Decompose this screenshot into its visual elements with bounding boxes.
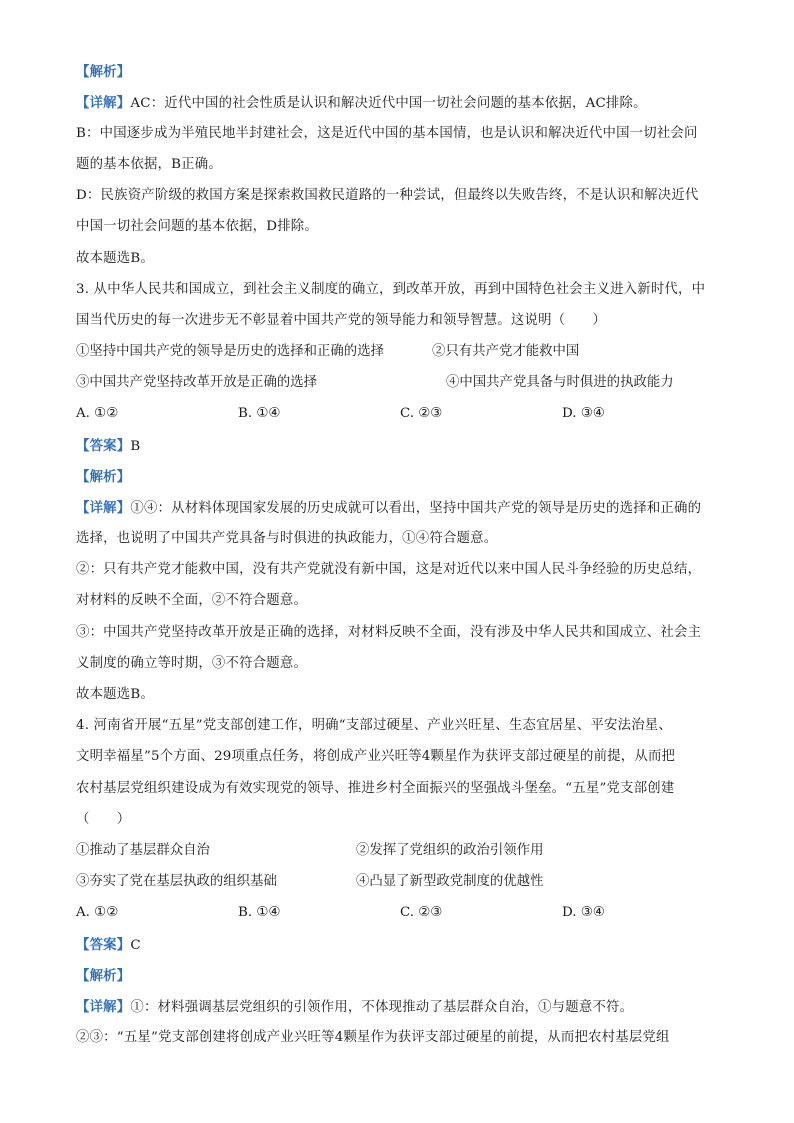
statement-1: ①坚持中国共产党的领导是历史的选择和正确的选择: [76, 344, 384, 359]
explanation-line: 选择，也说明了中国共产党具备与时俱进的执政能力，①④符合题意。: [76, 531, 498, 546]
explanation-line: D：民族资产阶级的救国方案是探索救国救民道路的一种尝试，但最终以失败告终，不是认识和解决近代: [76, 188, 699, 203]
statement-4: ④凸显了新型政党制度的优越性: [356, 874, 544, 889]
analysis-label: 【解析】: [76, 968, 131, 984]
explanation-line: 义制度的确立等时期，③不符合题意。: [76, 656, 308, 671]
analysis-label: 【解析】: [76, 64, 131, 80]
detail-label: 【详解】: [76, 999, 131, 1015]
answer: [76, 436, 140, 457]
detail-paragraph: [76, 498, 701, 519]
explanation-line: ②③：“五星”党支部创建将创成产业兴旺等4颗星作为获评支部过硬星的前提，从而把农村基层党组: [76, 1030, 670, 1045]
option-b: B. ①④: [238, 406, 281, 421]
option-a: A. ①②: [76, 905, 119, 920]
statement-3: ③夯实了党在基层执政的组织基础: [76, 874, 277, 889]
statement-2: ②发挥了党组织的政治引领作用: [356, 843, 544, 858]
conclusion: 故本题选B。: [76, 687, 154, 702]
statement-4: ④中国共产党具备与时俱进的执政能力: [446, 375, 674, 390]
answer-label: 【答案】: [76, 438, 131, 454]
question-4-stem: 农村基层党组织建设成为有效实现党的领导、推进乡村全面振兴的坚强战斗堡垒。“五星”党支部创建: [76, 781, 675, 796]
statement-3: ③中国共产党坚持改革开放是正确的选择: [76, 375, 318, 390]
question-4-stem: 文明幸福星”5个方面、29项重点任务，将创成产业兴旺等4颗星作为获评支部过硬星的前提，从而把: [76, 749, 676, 764]
statement-1: ①推动了基层群众自治: [76, 843, 210, 858]
detail-label: 【详解】: [76, 500, 131, 516]
option-d: D. ③④: [562, 406, 605, 421]
option-a: A. ①②: [76, 406, 119, 421]
answer-value: C: [130, 938, 141, 953]
detail-label: 【详解】: [76, 95, 131, 111]
explanation-line: B：中国逐步成为半殖民地半封建社会，这是近代中国的基本国情，也是认识和解决近代中国一切社会问: [76, 126, 698, 141]
detail-paragraph: [76, 93, 647, 114]
option-d: D. ③④: [562, 905, 605, 920]
question-3-stem: 3. 从中华人民共和国成立，到社会主义制度的确立，到改革开放，再到中国特色社会主义进入新时代，中: [76, 282, 706, 297]
statement-2: ②只有共产党才能救中国: [432, 344, 580, 359]
detail-paragraph: [76, 997, 633, 1018]
option-b: B. ①④: [238, 905, 281, 920]
question-3-stem: 国当代历史的每一次进步无不彰显着中国共产党的领导能力和领导智慧。这说明（ ）: [76, 313, 607, 328]
explanation-line: ②：只有共产党才能救中国，没有共产党就没有新中国，这是对近代以来中国人民斗争经验的历史总结，: [76, 562, 702, 577]
explanation-line: 题的基本依据，B正确。: [76, 157, 222, 172]
option-c: C. ②③: [400, 406, 443, 421]
answer-label: 【答案】: [76, 937, 131, 953]
question-4-stem: （ ）: [76, 812, 131, 827]
option-c: C. ②③: [400, 905, 443, 920]
detail-text: ①④：从材料体现国家发展的历史成就可以看出，坚持中国共产党的领导是历史的选择和正确的: [130, 501, 702, 516]
answer: [76, 935, 141, 956]
explanation-line: ③：中国共产党坚持改革开放是正确的选择，对材料反映不全面，没有涉及中华人民共和国成立、社会主: [76, 625, 702, 640]
explanation-line: 对材料的反映不全面，②不符合题意。: [76, 593, 308, 608]
answer-value: B: [130, 439, 141, 454]
detail-text: ①：材料强调基层党组织的引领作用，不体现推动了基层群众自治，①与题意不符。: [130, 1000, 634, 1015]
question-4-stem: 4. 河南省开展“五星”党支部创建工作，明确“支部过硬星、产业兴旺星、生态宜居星、平安法治星、: [76, 718, 672, 733]
detail-text: AC：近代中国的社会性质是认识和解决近代中国一切社会问题的基本依据，AC排除。: [130, 96, 647, 111]
explanation-line: 中国一切社会问题的基本依据，D排除。: [76, 219, 318, 234]
analysis-label: 【解析】: [76, 469, 131, 485]
conclusion: 故本题选B。: [76, 251, 154, 266]
